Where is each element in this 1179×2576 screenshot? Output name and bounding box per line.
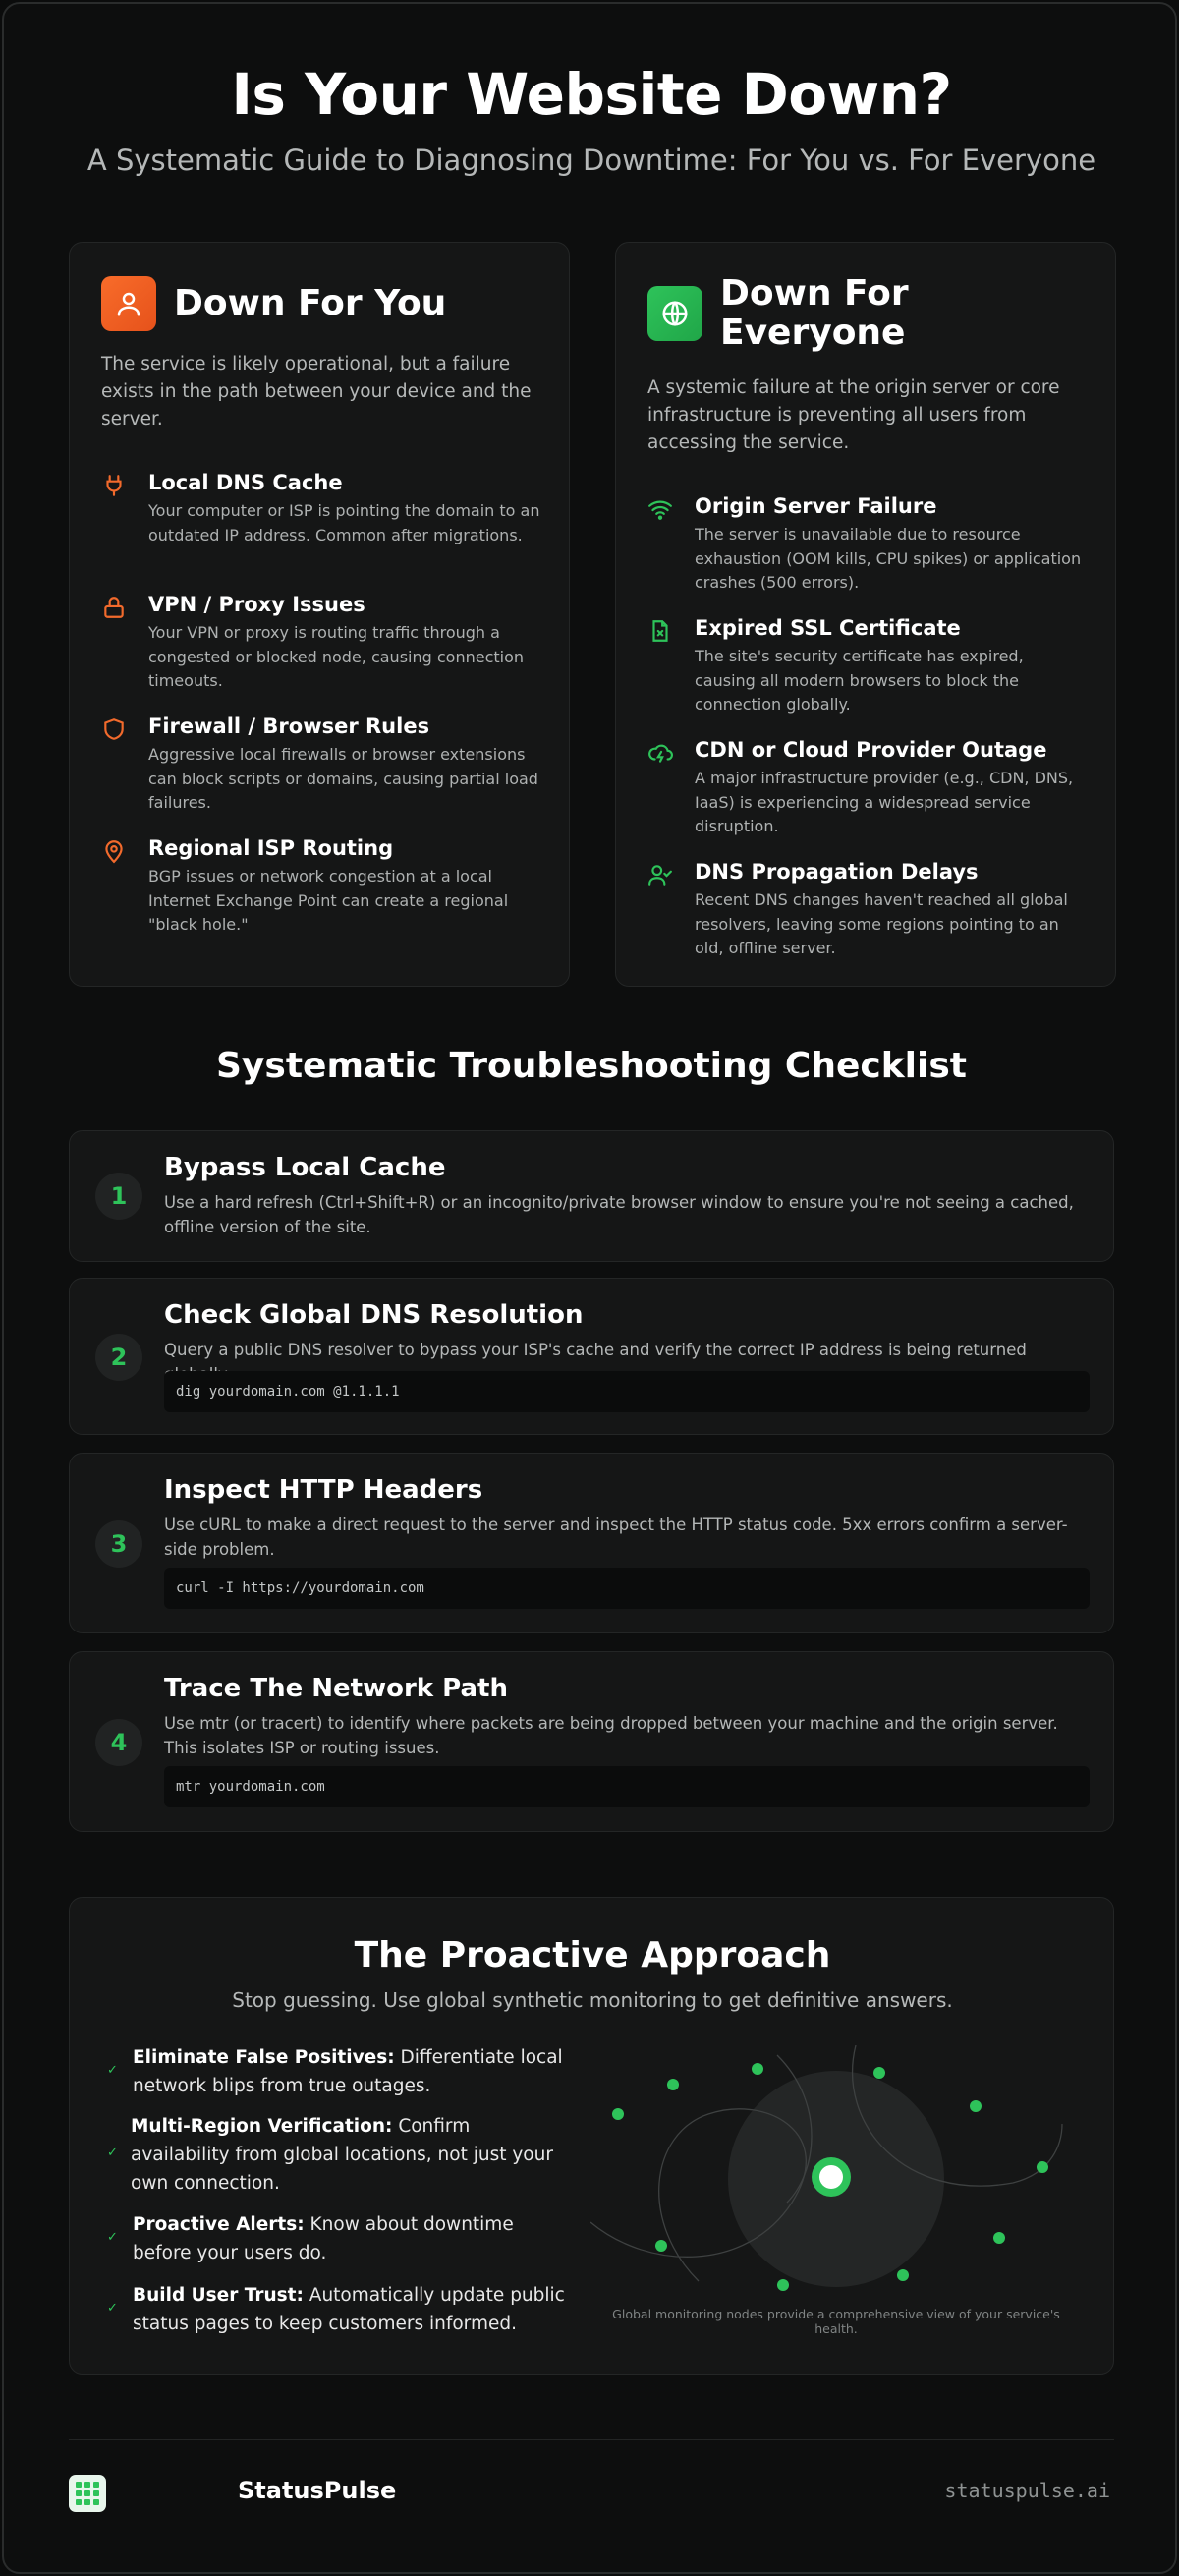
check-icon: ✓ xyxy=(107,2063,118,2078)
footer-domain[interactable]: statuspulse.ai xyxy=(944,2479,1110,2502)
benefit-item xyxy=(107,2210,569,2269)
benefit-text: Proactive Alerts: Know about downtime before your users do. xyxy=(133,2214,514,2263)
item-title: DNS Propagation Delays xyxy=(695,860,979,884)
down-for-everyone-description: A systemic failure at the origin server or core infrastructure is preventing all users from accessing the service. xyxy=(647,377,1060,453)
down-for-you-title: Down For You xyxy=(174,283,447,323)
item-desc: The site's security certificate has expired, causing all modern browsers to block the connection globally. xyxy=(695,647,1024,714)
item-title: VPN / Proxy Issues xyxy=(148,593,365,616)
title-line-2: Everyone xyxy=(720,313,906,353)
illustration-caption: Global monitoring nodes provide a comprehensive view of your service's health. xyxy=(612,2307,1060,2336)
check-icon: ✓ xyxy=(107,2146,118,2160)
page-subtitle: A Systematic Guide to Diagnosing Downtime: For You vs. For Everyone xyxy=(86,143,1096,177)
benefit-item xyxy=(107,2043,569,2102)
item-title: Expired SSL Certificate xyxy=(695,616,961,640)
step-number: 3 xyxy=(95,1520,142,1568)
down-for-everyone-title xyxy=(720,274,909,353)
checklist-step-3 xyxy=(69,1453,1114,1633)
check-icon: ✓ xyxy=(107,2230,118,2245)
checklist-step-2 xyxy=(69,1278,1114,1435)
step-desc: Use cURL to make a direct request to the server and inspect the HTTP status code. 5xx errors confirm a server-side problem. xyxy=(164,1516,1068,1559)
checklist-step-4 xyxy=(69,1651,1114,1832)
code-snippet[interactable]: mtr yourdomain.com xyxy=(164,1766,1090,1807)
down-for-everyone-card xyxy=(615,242,1116,987)
down-for-you-card xyxy=(69,242,570,987)
benefit-item xyxy=(107,2281,569,2340)
item-desc: Your computer or ISP is pointing the domain to an outdated IP address. Common after migrations. xyxy=(148,501,540,544)
item-desc: Your VPN or proxy is routing traffic through a congested or blocked node, causing connection timeouts. xyxy=(148,623,525,690)
lock-icon xyxy=(101,595,127,620)
monitoring-nodes-illustration xyxy=(590,2045,1082,2330)
cloud-lightning-icon xyxy=(647,740,673,766)
item-title: Firewall / Browser Rules xyxy=(148,715,430,738)
user-icon xyxy=(101,276,156,331)
item-desc: BGP issues or network congestion at a local Internet Exchange Point can create a regional "black hole." xyxy=(148,867,509,934)
proactive-title: The Proactive Approach xyxy=(354,1935,831,1975)
footer-divider xyxy=(69,2439,1114,2440)
benefit-item xyxy=(107,2112,569,2199)
step-title: Bypass Local Cache xyxy=(164,1153,446,1182)
map-pin-icon xyxy=(101,838,127,864)
item-desc: Aggressive local firewalls or browser extensions can block scripts or domains, causing partial load failures. xyxy=(148,745,538,812)
step-number: 4 xyxy=(95,1719,142,1766)
item-desc: The server is unavailable due to resource exhaustion (OOM kills, CPU spikes) or application crashes (500 errors). xyxy=(695,525,1082,592)
down-for-you-description: The service is likely operational, but a failure exists in the path between your device and the server. xyxy=(101,354,532,429)
title-line-1: Down For xyxy=(720,273,909,314)
checklist-step-1 xyxy=(69,1130,1114,1262)
benefit-text: Eliminate False Positives: Differentiate local network blips from true outages. xyxy=(133,2047,563,2096)
grid-logo-icon[interactable] xyxy=(69,2475,106,2512)
step-number: 2 xyxy=(95,1334,142,1381)
code-snippet[interactable]: curl -I https://yourdomain.com xyxy=(164,1568,1090,1609)
item-desc: A major infrastructure provider (e.g., CDN, DNS, IaaS) is experiencing a widespread service disruption. xyxy=(695,769,1074,835)
item-title: Origin Server Failure xyxy=(695,494,937,518)
step-title: Trace The Network Path xyxy=(164,1674,508,1703)
item-title: Local DNS Cache xyxy=(148,471,343,494)
step-number: 1 xyxy=(95,1173,142,1220)
file-x-icon xyxy=(647,618,673,644)
shield-icon xyxy=(101,716,127,742)
page-title: Is Your Website Down? xyxy=(231,61,952,128)
item-desc: Recent DNS changes haven't reached all global resolvers, leaving some regions pointing to an old, offline server. xyxy=(695,890,1068,957)
globe-icon xyxy=(647,286,702,341)
user-check-icon xyxy=(647,862,673,887)
step-desc: Use mtr (or tracert) to identify where packets are being dropped between your machine and the origin server. This isolates ISP or routing issues. xyxy=(164,1714,1058,1757)
wifi-icon xyxy=(647,496,673,522)
check-icon: ✓ xyxy=(107,2301,118,2316)
item-title: CDN or Cloud Provider Outage xyxy=(695,738,1047,762)
step-title: Check Global DNS Resolution xyxy=(164,1300,584,1330)
benefit-text: Build User Trust: Automatically update public status pages to keep customers informed. xyxy=(133,2285,565,2334)
item-title: Regional ISP Routing xyxy=(148,836,394,860)
step-desc: Query a public DNS resolver to bypass your ISP's cache and verify the correct IP address is being returned xyxy=(164,1341,1027,1359)
proactive-subtitle: Stop guessing. Use global synthetic monitoring to get definitive answers. xyxy=(232,1988,953,2012)
brand-name[interactable]: StatusPulse xyxy=(238,2477,397,2504)
code-snippet[interactable]: dig yourdomain.com @1.1.1.1 xyxy=(164,1371,1090,1412)
proactive-card xyxy=(69,1897,1114,2375)
page-frame xyxy=(2,2,1177,2574)
checklist-title: Systematic Troubleshooting Checklist xyxy=(216,1046,967,1086)
plug-icon xyxy=(101,473,127,498)
benefit-text: Multi-Region Verification: Confirm availability from global locations, not just your own connection. xyxy=(131,2116,553,2194)
step-desc: Use a hard refresh (Ctrl+Shift+R) or an incognito/private browser window to ensure you're not seeing a cached, offline version of the site. xyxy=(164,1193,1074,1236)
step-title: Inspect HTTP Headers xyxy=(164,1475,483,1505)
